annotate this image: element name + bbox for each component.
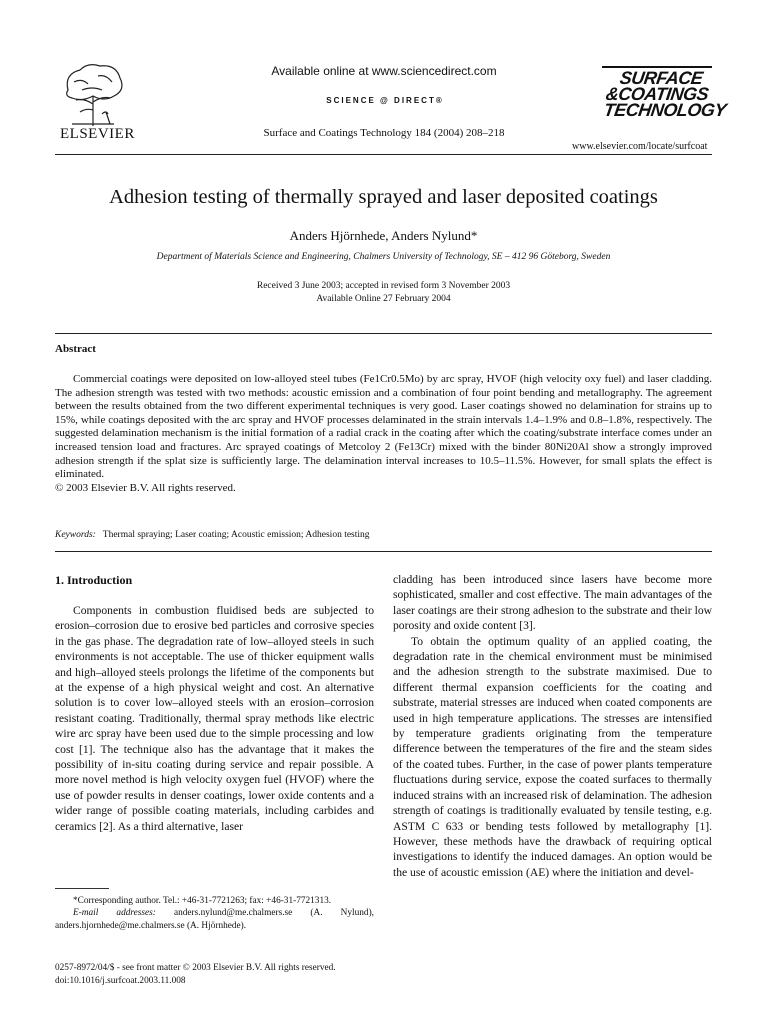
- abstract-bottom-rule: [55, 551, 712, 552]
- footnote-rule: [55, 888, 109, 889]
- footer-doi[interactable]: doi:10.1016/j.surfcoat.2003.11.008: [55, 975, 186, 986]
- intro-paragraph-3: To obtain the optimum quality of an applied coating, the degradation rate in the chemical environment must be minimised and the adhesion strength to the substrate maximised. Due to different thermal expansion coefficients for the coating and substrate, material stresses are induced when coated components are used in high temperature applications. The stresses are intensified by temperature gradients originating from the temperature difference between the temperatures of the fire and the steam sides of the coated tubes. Further, in the case of power plants temperature fluctuations during service, expose the coated surfaces to thermally induced strains with an increased risk of delamination. The adhesion strength of coatings is traditionally evaluated by tensile testing, e.g. ASTM C 633 or bending tests followed by metallography [1]. However, these methods have the drawback of requiring optical investigations to identify the induced damages. An option would be the use of acoustic emission (AE) where the initiation and devel-: [393, 634, 712, 879]
- right-column: [393, 572, 712, 880]
- publisher-name: ELSEVIER: [60, 126, 135, 142]
- journal-logo: [602, 66, 728, 136]
- footnote-email-label: E-mail addresses:: [73, 908, 156, 919]
- footnote-email-list[interactable]: anders.nylund@me.chalmers.se (A. Nylund), anders.hjornhede@me.chalmers.se (A. Hjörnhede).: [55, 908, 374, 931]
- intro-paragraph-2: cladding has been introduced since lasers have become more sophisticated, smaller and cost effective. The main advantages of the laser coatings are their strong adhesion to the substrate and their low porosity and oxide content [3].: [393, 573, 712, 633]
- sciencedirect-logo: [270, 84, 500, 108]
- section-heading: 1. Introduction: [55, 573, 133, 587]
- abstract-text: Commercial coatings were deposited on low-alloyed steel tubes (Fe1Cr0.5Mo) by arc spray, HVOF (high velocity oxy fuel) and laser cladding. The adhesion strength was tested with two methods: acoustic emission and a combination of four point bending and metallography. The agreement between the results obtained from the two different experimental techniques is very good. Laser coatings showed no delamination for strains up to 15%, while coatings deposited with the arc spray and HVOF processes delaminated in the strain intervals 1.4–1.9% and 0.8–1.8%, respectively. The suggested delamination mechanism is the initial formation of a radial crack in the coating after which the coating/substrate interface comes under an increased tension load and fractures. Arc sprayed coatings of Metcoloy 2 (Fe13Cr) mixed with the binder 80Ni20Al show a strongly improved adhesion strength if the splat size is sufficiently large. The delamination interval increases to 10.5–11.5%. However, for small splats the effect is eliminated.: [55, 373, 712, 481]
- abstract-body: [55, 373, 712, 495]
- page-footer: [55, 962, 555, 987]
- journal-url[interactable]: www.elsevier.com/locate/surfcoat: [572, 141, 708, 152]
- article-received: Received 3 June 2003; accepted in revised form 3 November 2003: [256, 281, 511, 291]
- footnote: [55, 895, 374, 932]
- left-column: [55, 603, 374, 834]
- journal-reference: Surface and Coatings Technology 184 (2004) 208–218: [263, 127, 505, 139]
- article-available: Available Online 27 February 2004: [316, 294, 451, 304]
- keywords-label: Keywords:: [55, 530, 96, 540]
- abstract-heading: Abstract: [55, 343, 96, 355]
- journal-logo-line-2: &COATINGS: [604, 84, 710, 104]
- journal-logo-line-1: SURFACE: [618, 68, 704, 88]
- journal-logo-line-3: TECHNOLOGY: [602, 100, 728, 120]
- elsevier-tree-logo: [58, 60, 128, 128]
- keywords-text: Thermal spraying; Laser coating; Acoustic emission; Adhesion testing: [102, 530, 370, 540]
- intro-paragraph-1: Components in combustion fluidised beds are subjected to erosion–corrosion due to erosive bed particles and corrosive species in the gas phase. The degradation rate of low–alloyed steels in such environments is not acceptable. The use of thicker equipment walls and high–alloyed steels prolongs the lifetime of the components but at the expense of a high physical weight and cost. An alternative solution is to cover low–alloyed steels with an erosion–corrosion resistant coating. Traditionally, thermal spray methods like electric wire arc spray have been used due to the simple processing and low cost [1]. The technique also has the advantage that it makes the possibility of in-situ coating during service and repair possible. A more novel method is high velocity oxygen fuel (HVOF) where the use of powder results in denser coatings, lower oxide contents and a wider range of possible coating materials, including carbides and ceramics [2]. As a third alternative, laser: [55, 604, 374, 833]
- footnote-emails: [55, 907, 374, 932]
- keywords-line: [55, 530, 712, 540]
- article-title: Adhesion testing of thermally sprayed and laser deposited coatings: [109, 186, 658, 208]
- article-authors: Anders Hjörnhede, Anders Nylund*: [289, 228, 478, 243]
- article-affiliation: Department of Materials Science and Engineering, Chalmers University of Technology, SE – 412 96 Göteborg, Sweden: [156, 252, 611, 262]
- footer-issn: 0257-8972/04/$ - see front matter © 2003 Elsevier B.V. All rights reserved.: [55, 963, 336, 973]
- sciencedirect-logo-text: SCIENCE @ DIRECT®: [326, 96, 444, 105]
- abstract-top-rule: [55, 333, 712, 334]
- header-rule: [55, 154, 712, 155]
- abstract-copyright: © 2003 Elsevier B.V. All rights reserved.: [55, 481, 236, 494]
- available-online-text: Available online at www.sciencedirect.com: [271, 64, 497, 78]
- footnote-corresponding: *Corresponding author. Tel.: +46-31-7721263; fax: +46-31-7721313.: [73, 896, 332, 906]
